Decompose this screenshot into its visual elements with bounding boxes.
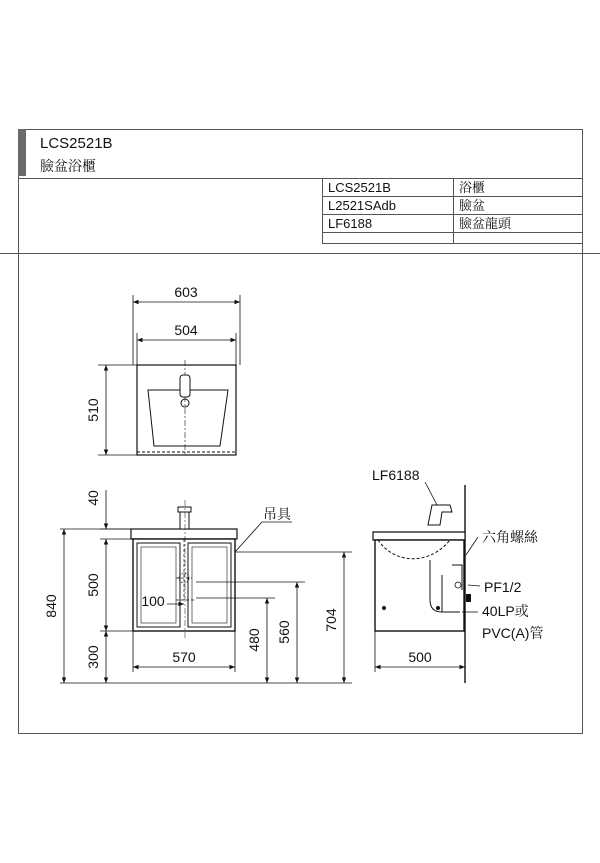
faucet-front-icon <box>180 512 189 529</box>
dim-depth: 510 <box>85 398 101 422</box>
hanger-label: 吊具 <box>263 506 291 522</box>
pipe-label-2: PVC(A)管 <box>482 625 544 641</box>
component-name: 浴櫃 <box>454 179 583 197</box>
screw-leader <box>466 537 478 555</box>
component-name: 臉盆龍頭 <box>454 215 583 233</box>
cabinet-side <box>375 540 464 631</box>
faucet-side-icon <box>428 505 452 525</box>
pipe-label-1: 40LP或 <box>482 603 529 619</box>
dim-560: 560 <box>276 620 292 644</box>
top-view <box>85 284 240 455</box>
pf-label: PF1/2 <box>484 579 522 595</box>
dim-width-overall: 603 <box>174 284 198 300</box>
basin-side <box>373 532 465 540</box>
basin-top <box>131 529 237 539</box>
dim-floor-gap: 300 <box>85 645 101 669</box>
pf-leader <box>468 585 480 586</box>
dim-drain-offset: 100 <box>141 593 165 609</box>
component-code: LF6188 <box>323 215 454 233</box>
dim-width-inner: 504 <box>174 322 198 338</box>
faucet-top-icon <box>180 375 190 397</box>
hanger-leader <box>235 522 262 552</box>
component-code: L2521SAdb <box>323 197 454 215</box>
dim-side-depth: 500 <box>408 649 432 665</box>
dim-total-height: 840 <box>43 594 59 618</box>
dim-basin-height: 40 <box>85 490 101 506</box>
component-name: 臉盆 <box>454 197 583 215</box>
model-title: LCS2521B <box>40 135 113 152</box>
screw-label: 六角螺絲 <box>482 529 538 545</box>
side-view <box>372 467 543 683</box>
faucet-leader <box>425 482 437 505</box>
dim-cabinet-width: 570 <box>172 649 196 665</box>
front-view <box>43 490 352 683</box>
component-code: LCS2521B <box>323 179 454 197</box>
dim-cabinet-height: 500 <box>85 573 101 597</box>
faucet-label: LF6188 <box>372 467 420 483</box>
wall-fitting-icon <box>466 594 471 602</box>
dim-704: 704 <box>323 608 339 632</box>
dim-480: 480 <box>246 628 262 652</box>
product-name: 臉盆浴櫃 <box>40 158 96 174</box>
basin-bowl-outline <box>148 390 228 446</box>
